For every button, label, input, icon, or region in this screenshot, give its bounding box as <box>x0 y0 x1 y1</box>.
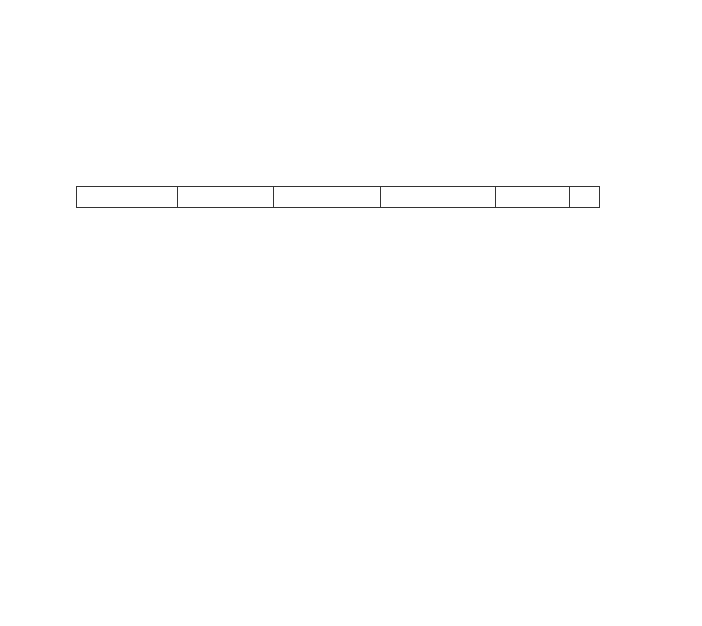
header-venue <box>77 187 178 208</box>
header-number <box>569 187 599 208</box>
header-type <box>496 187 570 208</box>
bottom-flower-border <box>6 606 696 626</box>
header-date <box>274 187 381 208</box>
table-header-row <box>77 187 600 208</box>
header-organizer <box>381 187 496 208</box>
header-activity <box>177 187 274 208</box>
activities-table <box>76 186 600 208</box>
